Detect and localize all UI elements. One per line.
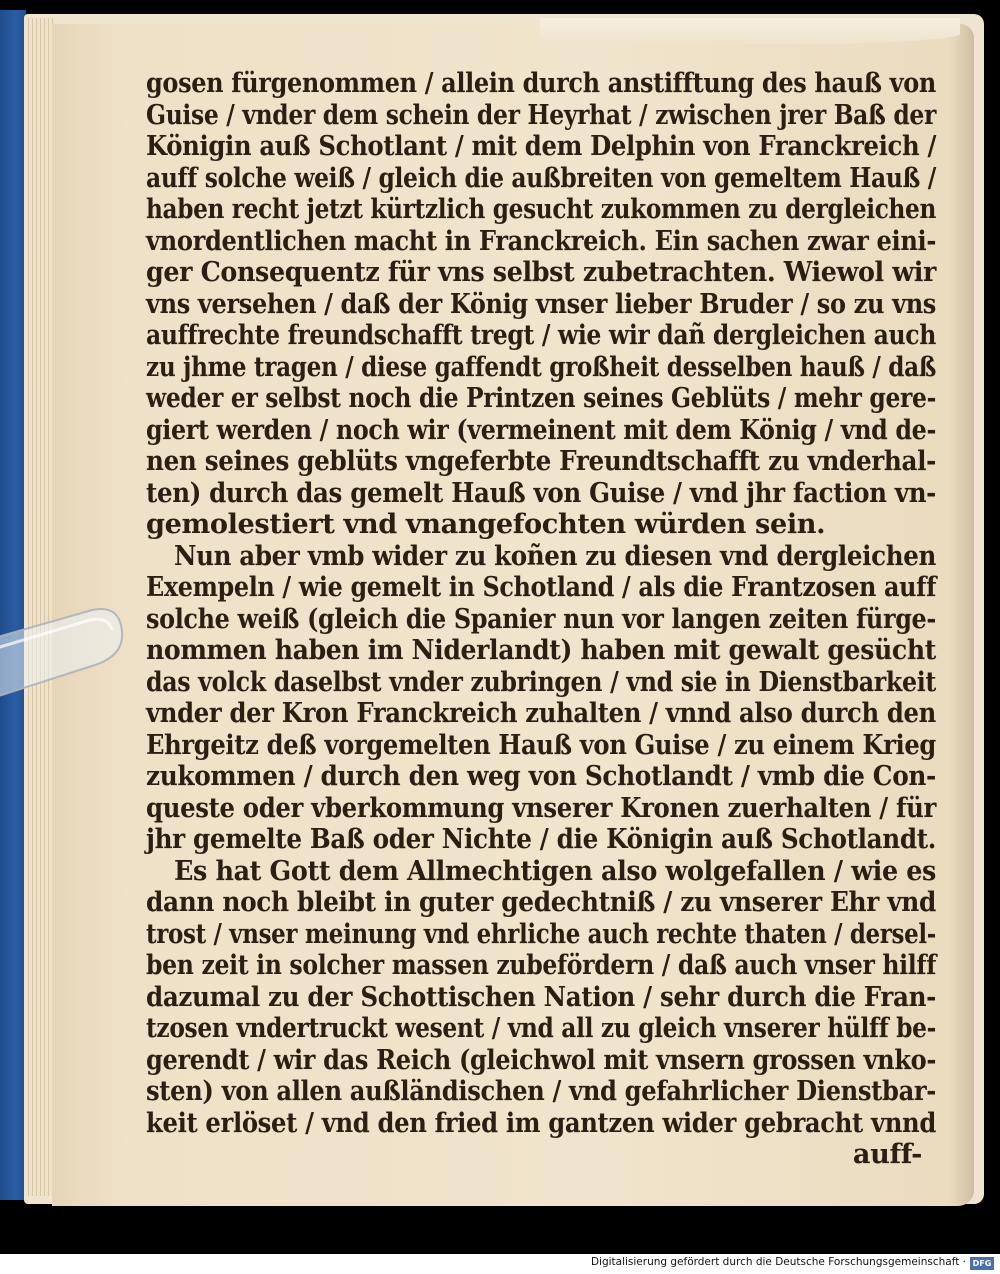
text-line: keit erlöset / vnd den fried im gantzen wider gebracht vnnd bbox=[146, 1106, 936, 1139]
glass-page-holder bbox=[0, 606, 140, 706]
text-line: Ehrgeitz deß vorgemelten Hauß von Guise / zu einem Krieg bbox=[146, 728, 936, 761]
text-line: ten) durch das gemelt Hauß von Guise / vnd jhr faction vn- bbox=[146, 476, 936, 509]
text-line: jhr gemelte Baß oder Nichte / die Königin auß Schotlandt. bbox=[146, 823, 936, 855]
text-line: gemolestiert vnd vnangefochten würden sein. bbox=[146, 508, 826, 540]
text-line: weder er selbst noch die Printzen seines Geblüts / mehr gere- bbox=[146, 382, 936, 414]
text-line: dazumal zu der Schottischen Nation / sehr durch die Fran- bbox=[146, 980, 936, 1013]
text-line: Königin auß Schotlant / mit dem Delphin von Franckreich / bbox=[146, 130, 936, 162]
book-cover-edge bbox=[0, 10, 26, 1200]
text-line: Es hat Gott dem Allmechtigen also wolgefallen / wie es bbox=[174, 854, 936, 887]
text-line: zukommen / durch den weg von Schotlandt / vmb die Con- bbox=[146, 760, 936, 792]
text-line: vns versehen / daß der König vnser lieber Bruder / so zu vns bbox=[146, 287, 936, 320]
page-curl bbox=[540, 18, 960, 44]
text-line: trost / vnser meinung vnd ehrliche auch rechte thaten / dersel- bbox=[146, 917, 936, 950]
footer-credit: Digitalisierung gefördert durch die Deutsche Forschungsgemeinschaft · bbox=[590, 1256, 966, 1268]
dfg-logo: DFG bbox=[970, 1257, 994, 1270]
text-line: nen seines geblüts vngeferbte Freundtschafft zu vnderhal- bbox=[146, 445, 936, 477]
text-line: solche weiß (gleich die Spanier nun vor langen zeiten fürge- bbox=[146, 602, 936, 635]
text-line: das volck daselbst vnder zubringen / vnd sie in Dienstbarkeit bbox=[146, 665, 936, 698]
text-line: vnordentlichen macht in Franckreich. Ein sachen zwar eini- bbox=[146, 224, 936, 257]
text-line: giert werden / noch wir (vermeinent mit dem König / vnd de- bbox=[146, 413, 936, 446]
text-line: auffrechte freundschafft tregt / wie wir dañ dergleichen auch bbox=[146, 319, 936, 351]
text-line: haben recht jetzt kürtzlich gesucht zukommen zu dergleichen bbox=[146, 193, 936, 225]
catchword: auff- bbox=[852, 1138, 922, 1170]
text-line: sten) von allen außländischen / vnd gefahrlicher Dienstbar- bbox=[146, 1075, 936, 1107]
text-line: queste oder vberkommung vnserer Kronen zuerhalten / für bbox=[146, 791, 936, 824]
text-line: Nun aber vmb wider zu koñen zu diesen vnd dergleichen bbox=[174, 539, 936, 572]
text-line: tzosen vndertruckt wesent / vnd all zu gleich vnserer hülff be- bbox=[146, 1012, 936, 1044]
text-line: Guise / vnder dem schein der Heyrhat / zwischen jrer Baß der bbox=[146, 98, 936, 131]
text-line: auff solche weiß / gleich die außbreiten von gemeltem Hauß / bbox=[146, 161, 936, 194]
text-line: gerendt / wir das Reich (gleichwol mit vnsern grossen vnko- bbox=[146, 1043, 936, 1076]
text-line: ben zeit in solcher massen zubefördern / daß auch vnser hilff bbox=[146, 949, 936, 981]
text-line: Exempeln / wie gemelt in Schotland / als die Frantzosen auff bbox=[146, 571, 936, 603]
footer-bar bbox=[0, 1254, 1000, 1274]
text-line: zu jhme tragen / diese gaffendt großheit desselben hauß / daß bbox=[146, 350, 936, 383]
text-line: gosen fürgenommen / allein durch anstifftung des hauß von bbox=[146, 67, 936, 99]
page-shadow bbox=[950, 24, 974, 1206]
text-line: vnder der Kron Franckreich zuhalten / vnnd also durch den bbox=[146, 697, 936, 729]
text-line: ger Consequentz für vns selbst zubetrachten. Wiewol wir bbox=[146, 256, 936, 288]
page-text bbox=[146, 68, 936, 1171]
text-line: dann noch bleibt in guter gedechtniß / zu vnserer Ehr vnd bbox=[146, 886, 936, 918]
text-line: nommen haben im Niderlandt) haben mit gewalt gesücht bbox=[146, 634, 936, 666]
